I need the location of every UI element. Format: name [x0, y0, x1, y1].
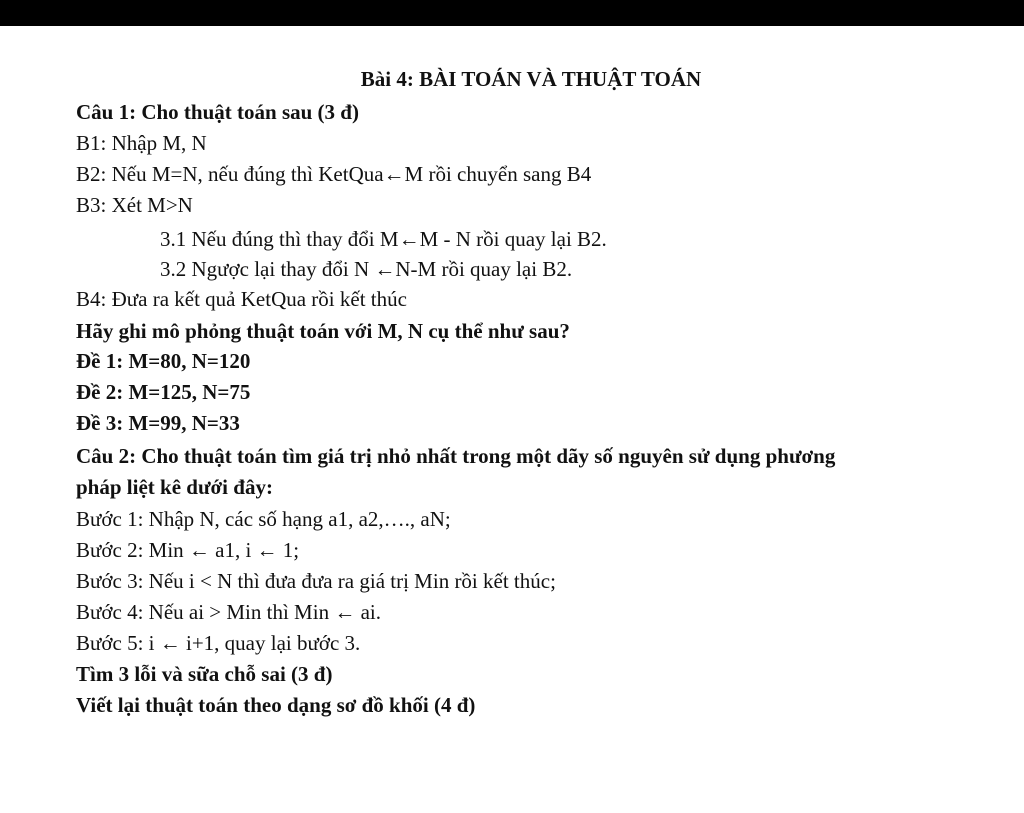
q1-case-1: Đề 1: M=80, N=120	[76, 349, 251, 373]
question2-heading-line2: pháp liệt kê dưới đây:	[76, 475, 273, 499]
q2-step-4: Bước 4: Nếu ai > Min thì Min ← ai.	[76, 600, 381, 624]
question1-heading: Câu 1: Cho thuật toán sau (3 đ)	[76, 100, 359, 124]
q2-task-2: Viết lại thuật toán theo dạng sơ đồ khối (4 đ)	[76, 693, 476, 717]
q2-step-1: Bước 1: Nhập N, các số hạng a1, a2,…., aN;	[76, 507, 451, 531]
q2-step-3: Bước 3: Nếu i < N thì đưa đưa ra giá trị Min rồi kết thúc;	[76, 569, 556, 593]
q2-task-1: Tìm 3 lỗi và sữa chỗ sai (3 đ)	[76, 662, 333, 686]
q2-step-5: Bước 5: i ← i+1, quay lại bước 3.	[76, 631, 361, 655]
q1-step-2: B2: Nếu M=N, nếu đúng thì KetQua←M rồi chuyển sang B4	[76, 162, 592, 186]
q1-case-3: Đề 3: M=99, N=33	[76, 411, 240, 435]
q1-case-2: Đề 2: M=125, N=75	[76, 380, 251, 404]
q1-task: Hãy ghi mô phỏng thuật toán với M, N cụ thể như sau?	[76, 319, 570, 343]
question2-heading-line1: Câu 2: Cho thuật toán tìm giá trị nhỏ nhất trong một dãy số nguyên sử dụng phương	[76, 444, 836, 468]
q1-step-3-2: 3.2 Ngược lại thay đổi N ←N-M rồi quay lại B2.	[160, 257, 573, 281]
q1-step-3: B3: Xét M>N	[76, 193, 193, 217]
q1-step-3-1: 3.1 Nếu đúng thì thay đổi M←M - N rồi quay lại B2.	[160, 227, 607, 251]
q1-step-1: B1: Nhập M, N	[76, 131, 207, 155]
q2-step-2: Bước 2: Min ← a1, i ← 1;	[76, 538, 300, 562]
page-title: Bài 4: BÀI TOÁN VÀ THUẬT TOÁN	[360, 67, 702, 91]
q1-step-4: B4: Đưa ra kết quả KetQua rồi kết thúc	[76, 287, 407, 311]
